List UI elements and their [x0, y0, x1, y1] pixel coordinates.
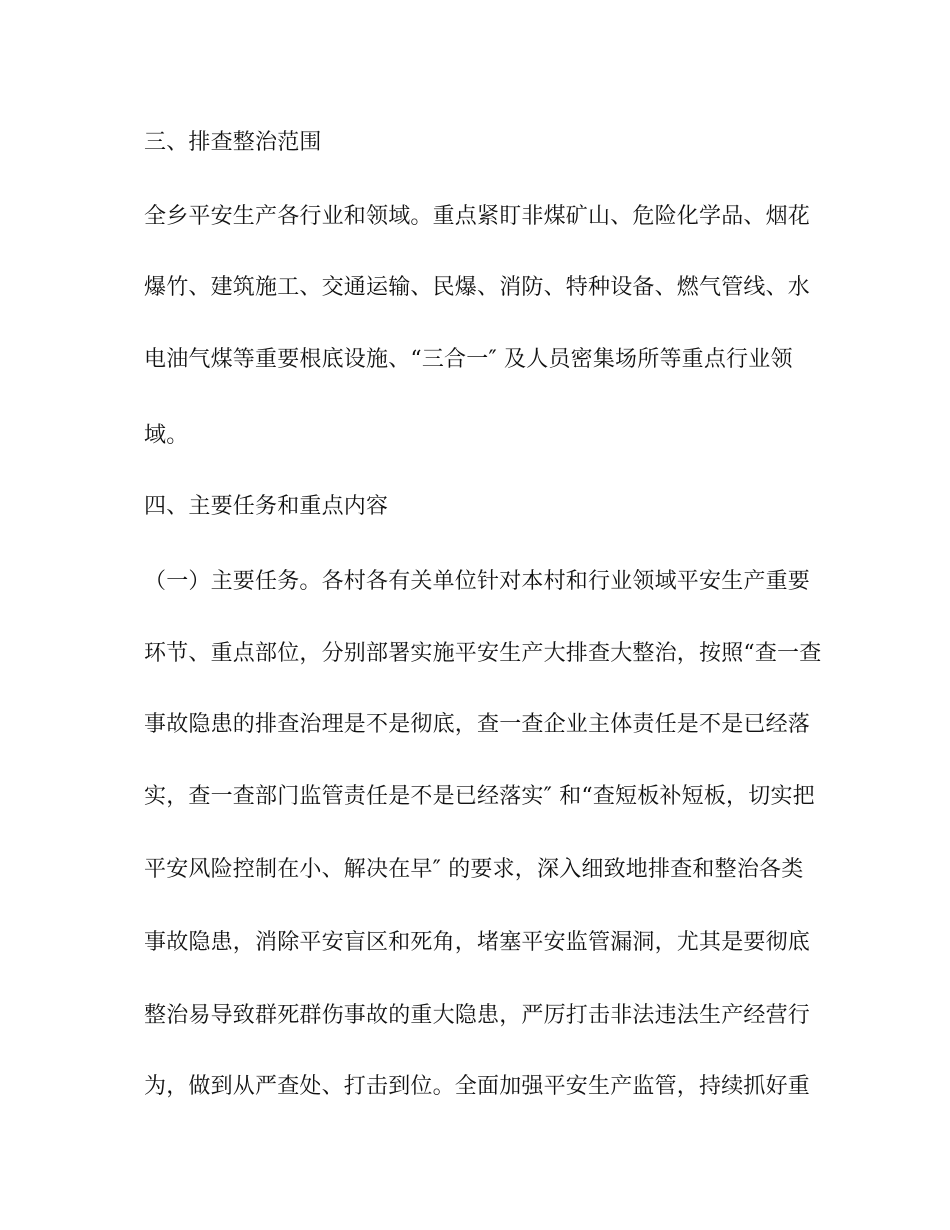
- paragraph-line: 全乡平安生产各行业和领域。重点紧盯非煤矿山、危险化学品、烟花: [144, 204, 811, 229]
- paragraph-line: 为，做到从严查处、打击到位。全面加强平安生产监管，持续抓好重: [144, 1074, 811, 1099]
- section-heading-4: 四、主要任务和重点内容: [144, 494, 389, 519]
- paragraph-line: 环节、重点部位，分别部署实施平安生产大排查大整治，按照“查一查: [144, 641, 822, 666]
- paragraph-line: 整治易导致群死群伤事故的重大隐患，严厉打击非法违法生产经营行: [144, 1003, 811, 1028]
- paragraph-line: 爆竹、建筑施工、交通运输、民爆、消防、特种设备、燃气管线、水: [144, 275, 811, 300]
- paragraph-line: （一）主要任务。各村各有关单位针对本村和行业领域平安生产重要: [144, 569, 811, 594]
- paragraph-line: 事故隐患的排查治理是不是彻底，查一查企业主体责任是不是已经落: [144, 712, 811, 737]
- paragraph-line: 平安风险控制在小、解决在早″ 的要求，深入细致地排查和整治各类: [144, 857, 804, 882]
- paragraph-line: 电油气煤等重要根底设施、“三合一″ 及人员密集场所等重点行业领: [144, 347, 793, 372]
- paragraph-line: 实，查一查部门监管责任是不是已经落实″ 和“查短板补短板，切实把: [144, 784, 815, 809]
- paragraph-line: 事故隐患，消除平安盲区和死角，堵塞平安监管漏洞，尤其是要彻底: [144, 930, 811, 955]
- section-heading-3: 三、排查整治范围: [144, 130, 322, 155]
- paragraph-line: 域。: [144, 423, 189, 448]
